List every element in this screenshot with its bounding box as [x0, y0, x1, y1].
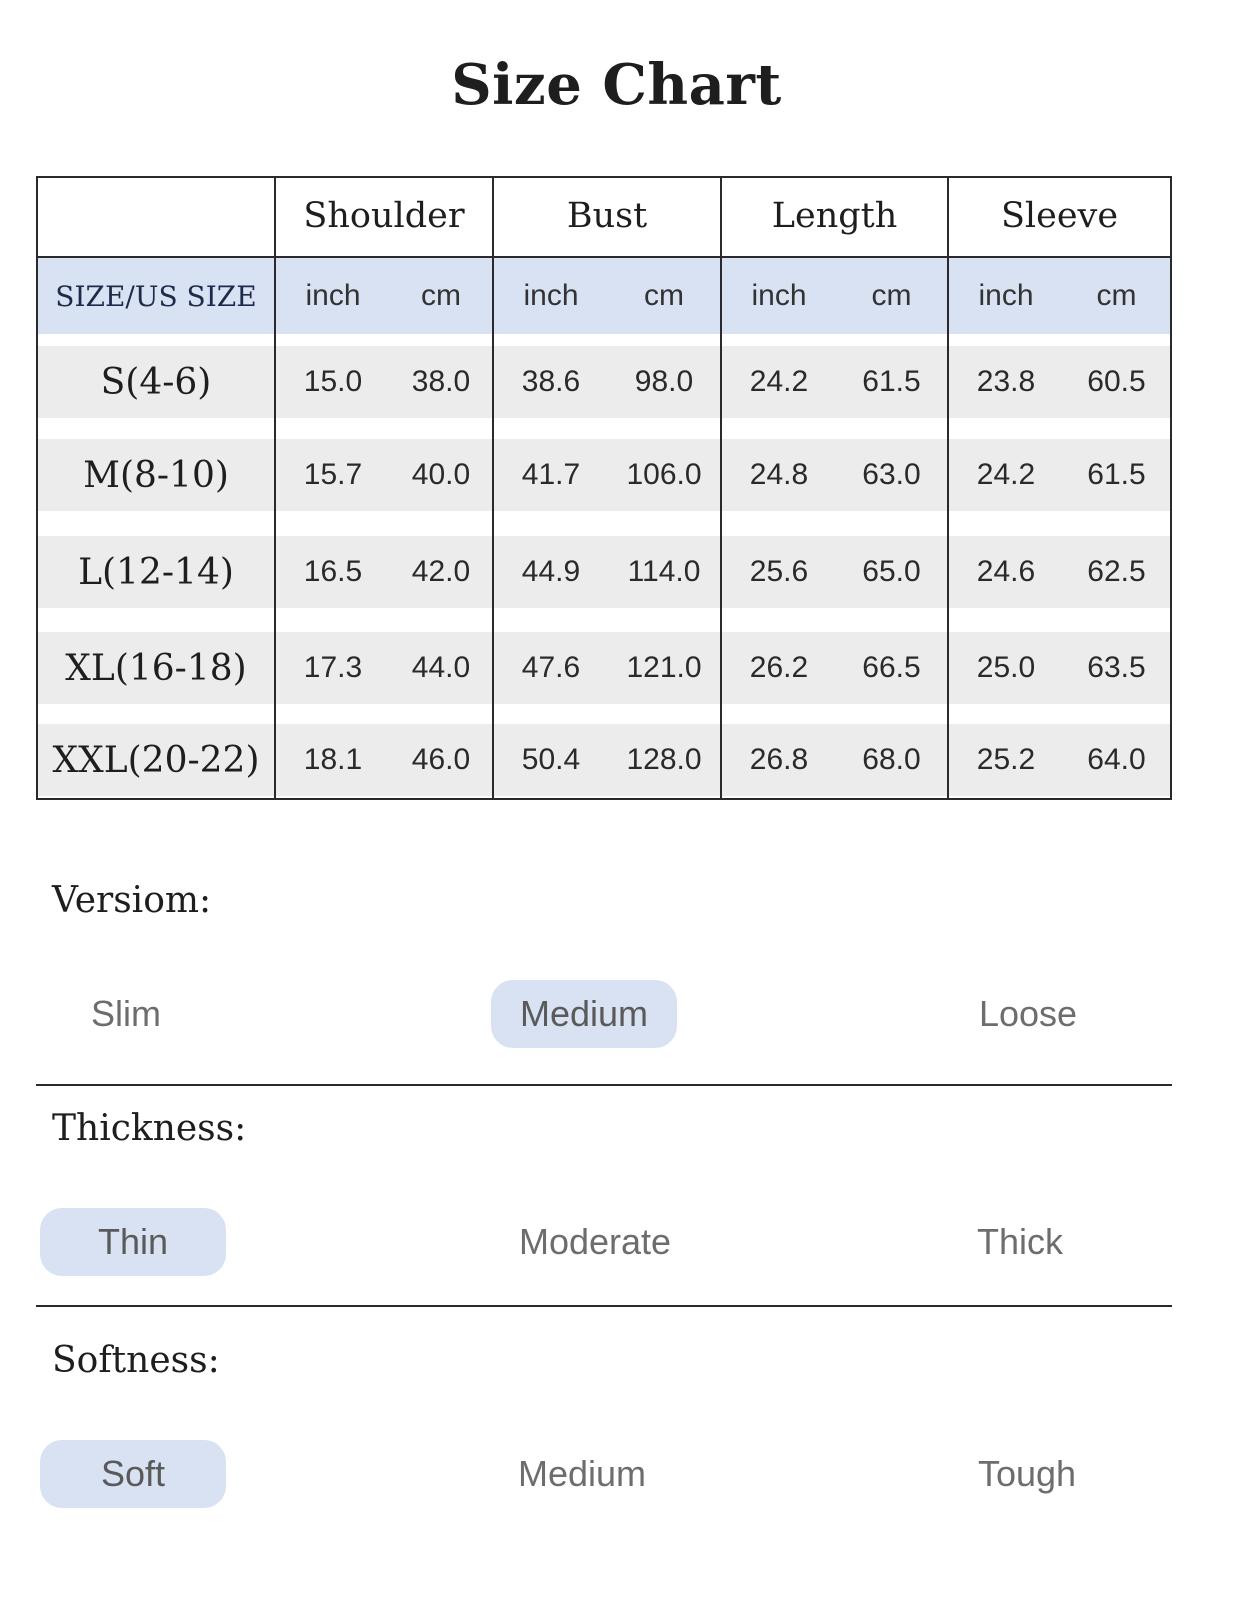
header-rule [36, 256, 1172, 258]
table-cell: 50.4 [521, 743, 581, 776]
table-cell: 128.0 [626, 743, 702, 776]
table-cell: 63.0 [862, 458, 921, 491]
table-cell: 25.0 [976, 651, 1036, 684]
unit-inch: inch [523, 279, 579, 312]
table-cell: 15.7 [303, 458, 363, 491]
table-cell: 26.8 [749, 743, 809, 776]
table-cell: 26.2 [749, 651, 809, 684]
group-header-sleeve: Sleeve [1000, 196, 1119, 236]
size-table [36, 176, 1172, 800]
unit-cm: cm [1096, 279, 1137, 312]
table-cell: 68.0 [862, 743, 921, 776]
table-cell: 61.5 [1087, 458, 1146, 491]
table-cell: 23.8 [976, 365, 1036, 398]
table-cell: 38.6 [521, 365, 581, 398]
table-cell: 114.0 [627, 555, 701, 588]
table-cell: 63.5 [1087, 651, 1146, 684]
table-cell: 42.0 [411, 555, 471, 588]
section-label-version: Versiom: [52, 880, 212, 921]
row-size-label: L(12-14) [78, 551, 234, 593]
unit-cm: cm [421, 279, 461, 312]
table-cell: 24.2 [976, 458, 1036, 491]
row-size-label: M(8-10) [83, 454, 229, 496]
table-cell: 44.9 [521, 555, 581, 588]
table-cell: 46.0 [411, 743, 471, 776]
unit-inch: inch [305, 279, 361, 312]
option-thin[interactable]: Thin [40, 1208, 226, 1276]
unit-inch: inch [978, 279, 1034, 312]
table-cell: 25.6 [749, 555, 809, 588]
row-size-label: S(4-6) [100, 361, 212, 403]
option-medium[interactable]: Medium [517, 1453, 647, 1494]
option-loose[interactable]: Loose [978, 993, 1078, 1034]
table-cell: 44.0 [411, 651, 471, 684]
table-cell: 66.5 [862, 651, 921, 684]
page-title: Size Chart [451, 52, 782, 118]
option-medium[interactable]: Medium [491, 980, 677, 1048]
column-divider [720, 176, 722, 800]
table-cell: 121.0 [626, 651, 702, 684]
size-column-header: SIZE/US SIZE [55, 279, 257, 313]
unit-cm: cm [644, 279, 684, 312]
option-soft[interactable]: Soft [40, 1440, 226, 1508]
table-cell: 25.2 [976, 743, 1036, 776]
table-cell: 17.3 [303, 651, 363, 684]
option-tough[interactable]: Tough [977, 1453, 1077, 1494]
table-cell: 24.8 [749, 458, 809, 491]
table-cell: 24.2 [749, 365, 809, 398]
table-cell: 62.5 [1087, 555, 1146, 588]
column-divider [947, 176, 949, 800]
row-size-label: XL(16-18) [65, 647, 247, 689]
section-divider [36, 1084, 1172, 1086]
table-cell: 40.0 [411, 458, 471, 491]
table-cell: 38.0 [411, 365, 471, 398]
group-header-bust: Bust [566, 196, 648, 236]
table-cell: 16.5 [303, 555, 363, 588]
section-label-softness: Softness: [52, 1340, 220, 1381]
option-moderate[interactable]: Moderate [518, 1221, 672, 1262]
option-thick[interactable]: Thick [976, 1221, 1063, 1262]
table-cell: 24.6 [976, 555, 1036, 588]
column-divider [492, 176, 494, 800]
table-cell: 106.0 [626, 458, 702, 491]
column-divider [274, 176, 276, 800]
table-cell: 60.5 [1087, 365, 1146, 398]
unit-inch: inch [751, 279, 807, 312]
table-cell: 64.0 [1087, 743, 1146, 776]
group-header-shoulder: Shoulder [303, 196, 465, 236]
table-cell: 65.0 [862, 555, 921, 588]
table-cell: 15.0 [303, 365, 363, 398]
row-size-label: XXL(20-22) [52, 739, 260, 781]
table-cell: 41.7 [521, 458, 581, 491]
table-cell: 47.6 [521, 651, 581, 684]
unit-cm: cm [871, 279, 912, 312]
table-cell: 98.0 [634, 365, 694, 398]
section-divider [36, 1305, 1172, 1307]
option-slim[interactable]: Slim [91, 993, 161, 1034]
table-cell: 61.5 [862, 365, 921, 398]
table-cell: 18.1 [303, 743, 363, 776]
section-label-thickness: Thickness: [52, 1108, 247, 1149]
group-header-length: Length [771, 196, 898, 236]
